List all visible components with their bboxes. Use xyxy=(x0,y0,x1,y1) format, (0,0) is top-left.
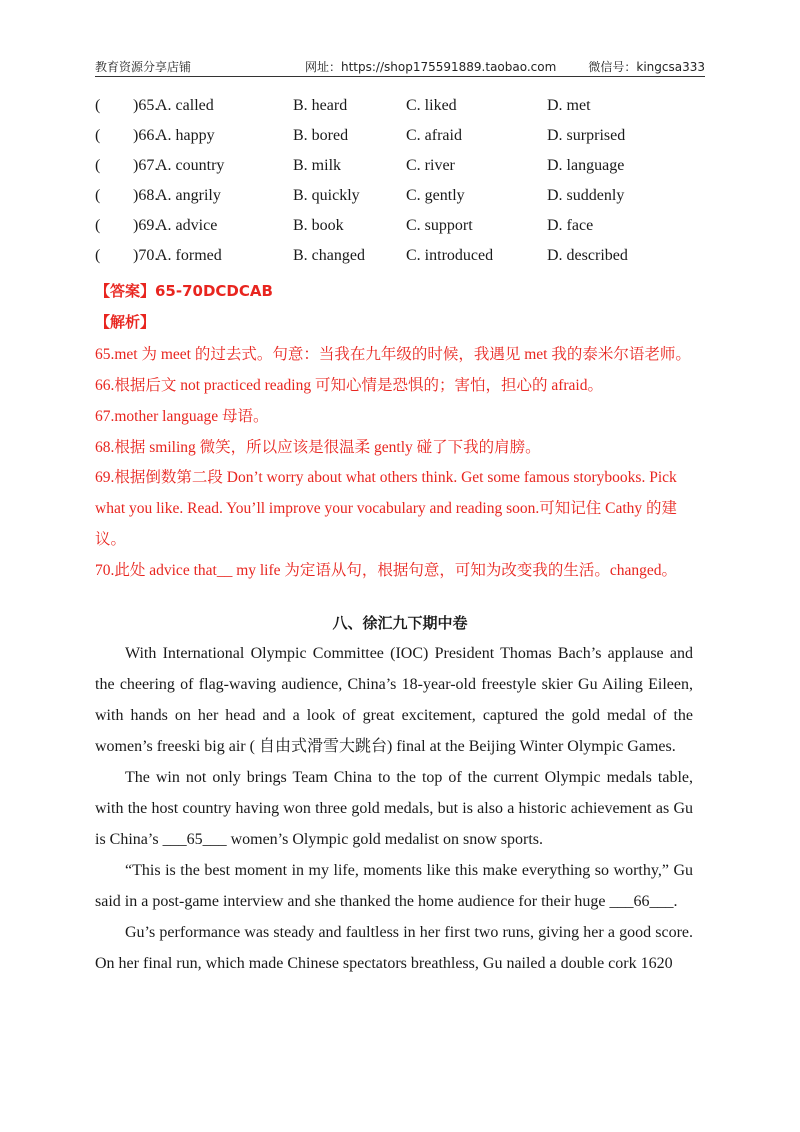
option-a: A. happy xyxy=(156,127,215,144)
explanation-line: 69.根据倒数第二段 Don’t worry about what others think. Get some famous storybooks. Pick xyxy=(95,469,677,486)
answer-blank: ( xyxy=(95,157,101,174)
answer-blank: ( xyxy=(95,187,101,204)
option-a: A. advice xyxy=(156,217,218,234)
explanation-line: 70.此处 advice that__ my life 为定语从句，根据句意，可知为改变我的生活。changed。 xyxy=(95,562,678,579)
option-c: C. introduced xyxy=(406,247,494,264)
reading-passage xyxy=(95,638,693,979)
option-a: A. angrily xyxy=(156,187,221,204)
question-number: )70. xyxy=(133,247,159,264)
option-c: C. afraid xyxy=(406,127,462,144)
passage-paragraph: Gu’s performance was steady and faultless in her first two runs, giving her a good score. On her final run, which made Chinese spectators breathless, Gu nailed a double cork 1620 xyxy=(95,924,693,972)
analysis-label: 【解析】 xyxy=(95,313,156,331)
option-d: D. suddenly xyxy=(547,187,625,204)
option-c: C. liked xyxy=(406,97,457,114)
question-number: )65. xyxy=(133,97,159,114)
explanation-line: 68.根据 smiling 微笑，所以应该是很温柔 gently 碰了下我的肩膀。 xyxy=(95,439,541,456)
page-header xyxy=(95,56,705,77)
explanation-line: 65.met 为 meet 的过去式。句意：当我在九年级的时候，我遇见 met 我的泰米尔语老师。 xyxy=(95,346,691,363)
answer-blank: ( xyxy=(95,247,101,264)
header-url: 网址：https://shop175591889.taobao.com xyxy=(305,60,557,74)
option-b: B. changed xyxy=(293,247,365,264)
header-shop-name: 教育资源分享店铺 xyxy=(95,60,192,74)
answer-blank: ( xyxy=(95,127,101,144)
passage-paragraph: The win not only brings Team China to the top of the current Olympic medals table, with the host country having won three gold medals, but is also a historic achievement as Gu is China’s ___65___ women’s Olympic gold medalist on snow sports. xyxy=(95,769,693,848)
option-b: B. quickly xyxy=(293,187,360,204)
option-d: D. language xyxy=(547,157,625,174)
question-number: )67. xyxy=(133,157,159,174)
answer-blank: ( xyxy=(95,97,101,114)
answer-blank: ( xyxy=(95,217,101,234)
option-d: D. met xyxy=(547,97,591,114)
header-wechat: 微信号：kingcsa333 xyxy=(588,60,705,74)
explanation-line: 67.mother language 母语。 xyxy=(95,408,269,425)
option-c: C. gently xyxy=(406,187,465,204)
option-a: A. called xyxy=(156,97,214,114)
option-b: B. book xyxy=(293,217,344,234)
answer-key: 【答案】65-70DCDCAB xyxy=(95,282,273,300)
option-d: D. surprised xyxy=(547,127,626,144)
option-b: B. milk xyxy=(293,157,342,174)
option-b: B. bored xyxy=(293,127,349,144)
question-number: )68. xyxy=(133,187,159,204)
option-b: B. heard xyxy=(293,97,348,114)
option-a: A. formed xyxy=(156,247,222,264)
passage-paragraph: With International Olympic Committee (IOC) President Thomas Bach’s applause and the cheering of flag-waving audience, China’s 18-year-old freestyle skier Gu Ailing Eileen, with hands on her head and a look of great excitement, captured the gold medal of the women’s freeski big air ( 自由式滑雪大跳台) final at the Beijing Winter Olympic Games. xyxy=(95,645,693,755)
explanation-line: 66.根据后文 not practiced reading 可知心情是恐惧的；害怕，担心的 afraid。 xyxy=(95,377,603,394)
option-c: C. support xyxy=(406,217,473,234)
question-number: )66. xyxy=(133,127,159,144)
question-number: )69. xyxy=(133,217,159,234)
explanation-line: 议。 xyxy=(95,531,127,548)
option-a: A. country xyxy=(156,157,225,174)
option-c: C. river xyxy=(406,157,455,174)
section-title: 八、徐汇九下期中卷 xyxy=(332,614,468,632)
explanation-line: what you like. Read. You’ll improve your vocabulary and reading soon.可知记住 Cathy 的建 xyxy=(95,500,678,517)
passage-paragraph: “This is the best moment in my life, moments like this make everything so worthy,” Gu said in a post-game interview and she thanked the home audience for their huge ___66___. xyxy=(95,862,693,910)
option-d: D. described xyxy=(547,247,628,264)
option-d: D. face xyxy=(547,217,594,234)
